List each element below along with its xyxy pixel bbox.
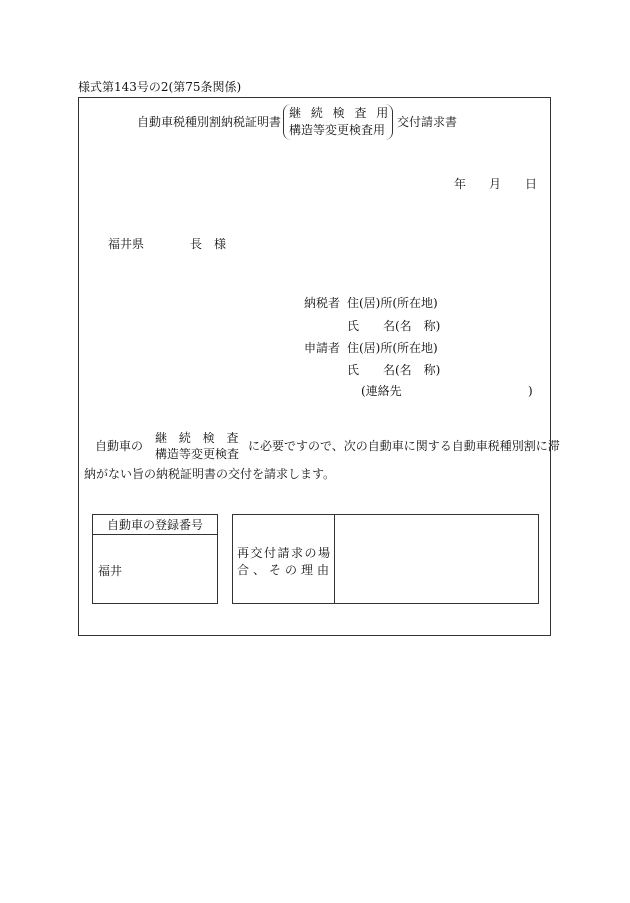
title-option-structure-change-inspection: 構造等変更検査用 xyxy=(289,123,386,137)
date-day-label: 日 xyxy=(525,177,538,191)
reissue-reason-divider xyxy=(334,514,335,604)
taxpayer-label: 納税者 xyxy=(304,296,341,310)
registration-header-divider xyxy=(92,534,218,535)
applicant-address-label: 住(居)所(所在地) xyxy=(347,341,438,355)
request-option-continuous-inspection: 継 続 検 査 xyxy=(155,431,243,445)
applicant-contact-label: (連絡先 xyxy=(361,384,402,398)
addressee-title: 長 様 xyxy=(190,237,227,251)
addressee-prefecture: 福井県 xyxy=(108,237,145,251)
applicant-label: 申請者 xyxy=(304,341,341,355)
applicant-contact-close: ) xyxy=(528,384,533,398)
applicant-name-label: 氏 名(名 称) xyxy=(347,363,441,377)
registration-number-header: 自動車の登録番号 xyxy=(106,518,203,532)
registration-number-value[interactable]: 福井 xyxy=(98,564,123,578)
request-option-structure-change-inspection: 構造等変更検査 xyxy=(155,447,240,461)
form-title-main: 自動車税種別割納税証明書 xyxy=(137,115,282,129)
title-option-continuous-inspection: 継 続 検 査 用 xyxy=(289,106,392,120)
reissue-reason-field[interactable] xyxy=(340,520,532,598)
form-number: 様式第143号の2(第75条関係) xyxy=(78,80,242,94)
taxpayer-address-label: 住(居)所(所在地) xyxy=(347,296,438,310)
reissue-reason-label-line-2: 合、その理由 xyxy=(237,563,334,577)
form-title-suffix: 交付請求書 xyxy=(397,115,458,129)
request-text-line-1: に必要ですので、次の自動車に関する自動車税種別割に滞 xyxy=(248,439,560,453)
date-month-label: 月 xyxy=(489,177,502,191)
request-text-line-2: 納がない旨の納税証明書の交付を請求します。 xyxy=(84,467,336,481)
request-text-prefix: 自動車の xyxy=(95,439,144,453)
taxpayer-name-label: 氏 名(名 称) xyxy=(347,319,441,333)
reissue-reason-label-line-1: 再交付請求の場 xyxy=(237,546,332,560)
date-year-label: 年 xyxy=(454,177,467,191)
